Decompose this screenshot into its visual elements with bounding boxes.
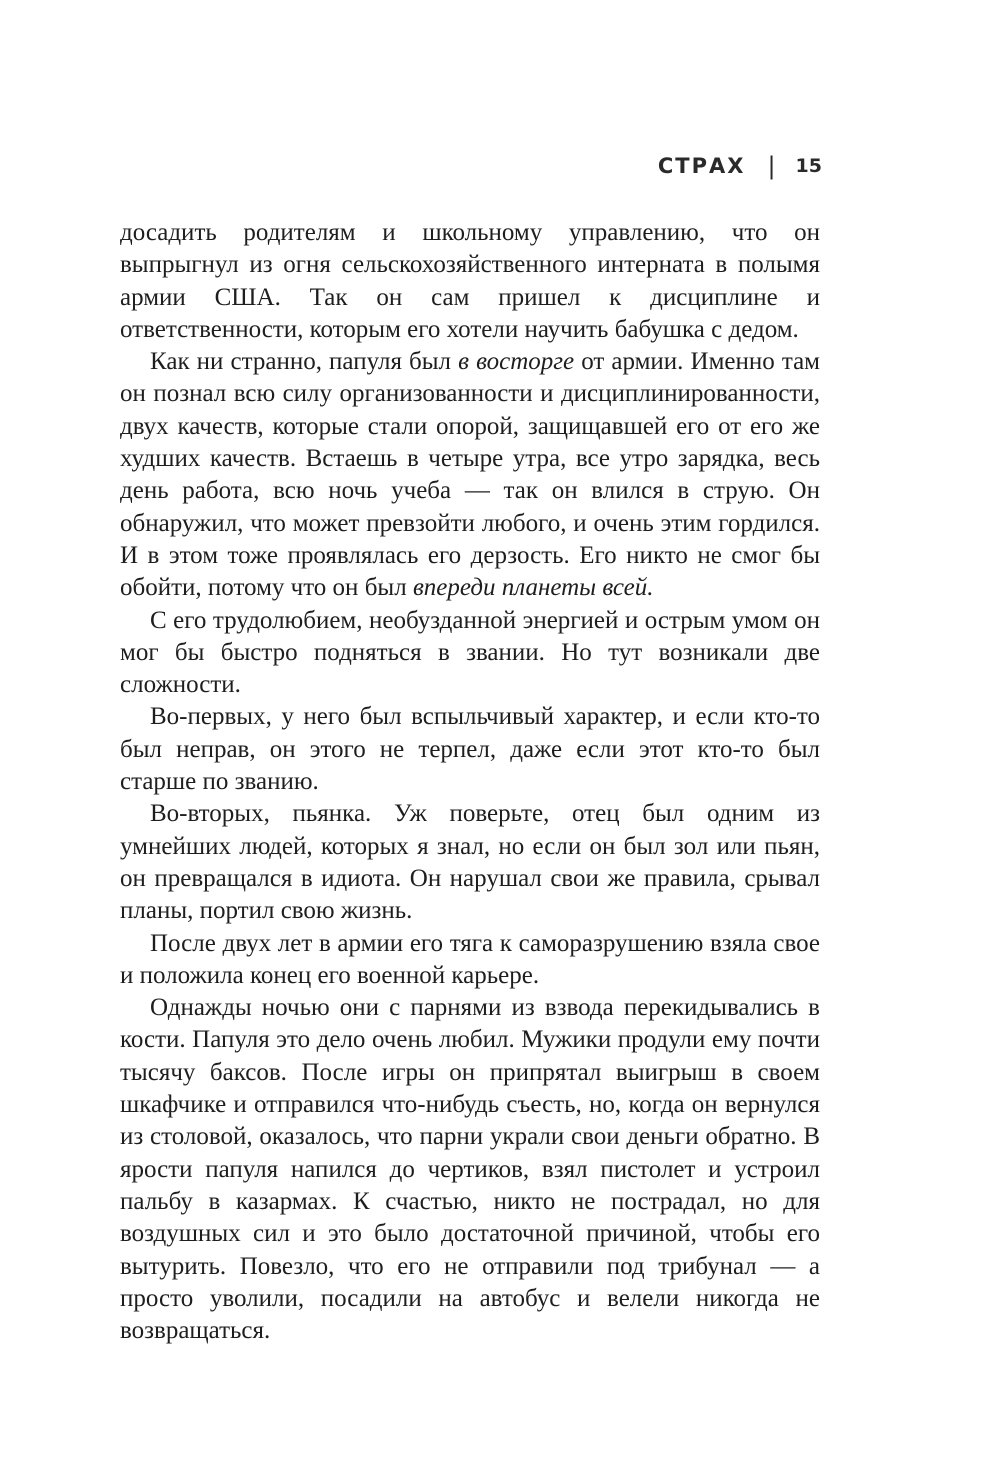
emphasis-ahead-of-all: впереди планеты всей. <box>412 574 654 602</box>
section-title: СТРАХ <box>657 154 746 178</box>
paragraph-7: Однажды ночью они с парнями из взвода перекидывались в кости. Папуля это дело очень любил. Мужики продули ему почти тысячу баксов. После игры он припрятал выигрыш в своем шкафчике и отправился что-нибудь съесть, но, когда он вернулся из столовой, оказалось, что парни украли свои деньги обратно. В ярости папуля напился до чертиков, взял пистолет и устроил пальбу в казармах. К счастью, никто не пострадал, но для воздушных сил и это было достаточной причиной, чтобы его вытурить. Повезло, что его не отправили под трибунал — а просто уволили, посадили на автобус и велели никогда не возвращаться. <box>120 994 820 1345</box>
paragraph-6: После двух лет в армии его тяга к саморазрушению взяла свое и положила конец его военной карьере. <box>120 929 820 989</box>
paragraph-5: Во-вторых, пьянка. Уж поверьте, отец был одним из умнейших людей, которых я знал, но если он был зол или пьян, он превращался в идиота. Он нарушал свои же правила, срывал планы, портил свою жизнь. <box>120 800 820 925</box>
running-head <box>658 150 822 182</box>
page-number: 15 <box>795 155 822 177</box>
header-separator: | <box>767 152 778 180</box>
paragraph-1: досадить родителям и школьному управлению, что он выпрыгнул из огня сельскохозяйственного интерната в полымя армии США. Так он сам пришел к дисциплине и ответственности, которым его хотели научить бабушка с дедом. <box>120 219 820 343</box>
emphasis-in-delight: в восторге <box>458 348 575 376</box>
paragraph-2: Как ни странно, папуля был в восторге от армии. Именно там он познал всю силу организованности и дисциплинированности, двух качеств, которые стали опорой, защищавшей его от его же худших качеств. Встаешь в четыре утра, все утро зарядка, весь день работа, всю ночь учеба — так он влился в струю. Он обнаружил, что может превзойти любого, и очень этим гордился. И в этом тоже проявлялась его дерзость. Его никто не смог бы обойти, потому что он был впереди планеты всей. <box>120 348 820 602</box>
paragraph-4: Во-первых, у него был вспыльчивый характер, и если кто-то был неправ, он этого не терпел, даже если этот кто-то был старше по званию. <box>120 703 820 796</box>
body-text <box>120 217 820 1347</box>
paragraph-3: С его трудолюбием, необузданной энергией и острым умом он мог бы быстро подняться в звании. Но тут возникали две сложности. <box>120 606 820 699</box>
